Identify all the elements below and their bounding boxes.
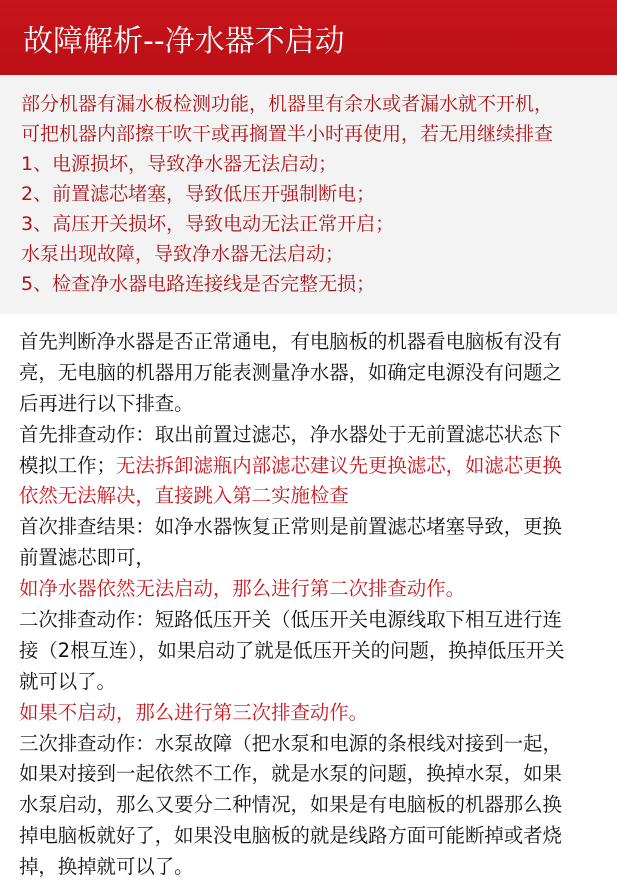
- notice-line: 部分机器有漏水板检测功能，机器里有余水或者漏水就不开机，: [21, 93, 554, 115]
- notice-line: 可把机器内部擦干吹干或再搁置半小时再使用，若无用继续排查: [21, 123, 554, 145]
- page-title: 故障解析--净水器不启动: [23, 23, 345, 59]
- highlight-line: 如果不启动，那么进行第三次排查动作。: [19, 700, 369, 724]
- notice-line: 2、前置滤芯堵塞，导致低压开强制断电；: [21, 183, 376, 205]
- body-line: [19, 451, 617, 482]
- highlight-text: 无法拆卸滤瓶内部滤芯建议先更换滤芯，如滤芯更换: [115, 453, 562, 477]
- body-line: 接（2根互连），如果启动了就是低压开关的问题，换掉低压开关: [19, 638, 565, 662]
- body-line: 前置滤芯即可，: [19, 546, 155, 570]
- body-line: 亮，无电脑的机器用万能表测量净水器，如确定电源没有问题之: [19, 360, 562, 384]
- body-text: 模拟工作；: [19, 453, 116, 477]
- highlight-line: 依然无法解决，直接跳入第二实施检查: [19, 484, 349, 508]
- troubleshooting-steps: [0, 327, 617, 883]
- title-banner: [0, 0, 617, 75]
- body-line: 就可以了。: [19, 669, 116, 693]
- notice-line: 1、电源损坏，导致净水器无法启动；: [21, 153, 338, 175]
- notice-line: 水泵出现故障，导致净水器无法启动；: [21, 243, 345, 265]
- body-line: 三次排查动作：水泵故障（把水泵和电源的条根线对接到一起，: [19, 731, 562, 755]
- highlight-line: 如净水器依然无法启动，那么进行第二次排查动作。: [19, 577, 465, 601]
- body-line: 首先排查动作：取出前置过滤芯，净水器处于无前置滤芯状态下: [19, 422, 562, 446]
- notice-line: 5、检查净水器电路连接线是否完整无损；: [21, 273, 376, 295]
- body-line: 首次排查结果：如净水器恢复正常则是前置滤芯堵塞导致，更换: [19, 515, 562, 539]
- body-line: 首先判断净水器是否正常通电，有电脑板的机器看电脑板有没有: [19, 330, 562, 353]
- body-line: 掉电脑板就好了，如果没电脑板的就是线路方面可能断掉或者烧: [19, 824, 562, 848]
- body-line: 二次排查动作：短路低压开关（低压开关电源线取下相互进行连: [19, 608, 562, 632]
- body-line: 如果对接到一起依然不工作，就是水泵的问题，换掉水泵，如果: [19, 762, 562, 786]
- body-line: 后再进行以下排查。: [19, 391, 194, 415]
- body-line: 水泵启动，那么又要分二种情况，如果是有电脑板的机器那么换: [19, 793, 562, 817]
- notice-box: [0, 75, 617, 314]
- body-line: 掉，换掉就可以了。: [19, 855, 194, 879]
- notice-line: 3、高压开关损坏，导致电动无法正常开启；: [21, 213, 395, 235]
